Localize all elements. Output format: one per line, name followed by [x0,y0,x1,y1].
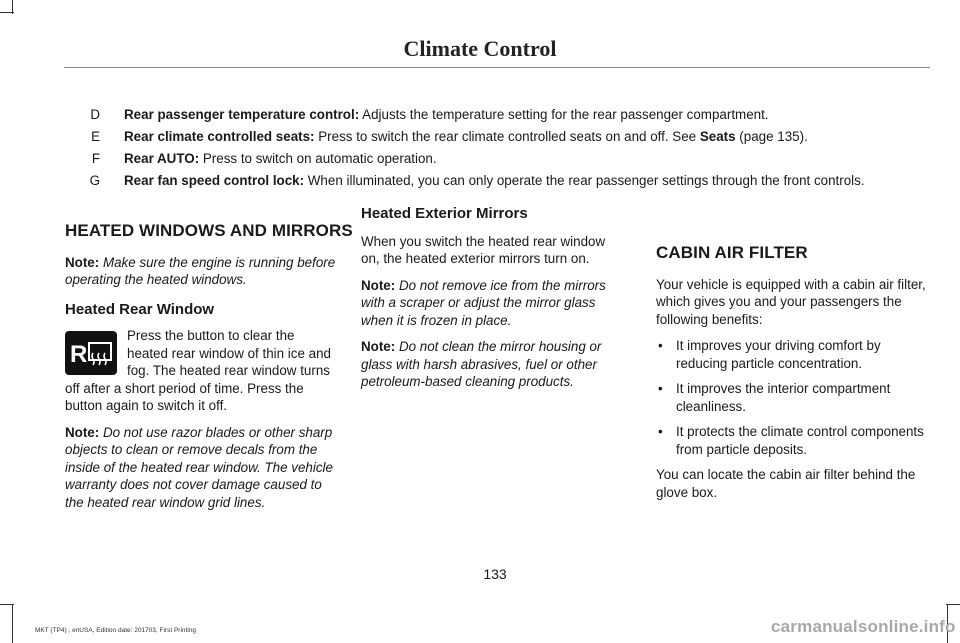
definition-text: Adjusts the temperature setting for the rear passenger compartment. [359,107,769,122]
note-label: Note: [361,339,396,354]
page-title: Climate Control [403,36,557,61]
note-label: Note: [65,424,100,440]
definition-term: Rear fan speed control lock: [124,173,305,188]
icon-letter: R [70,341,88,368]
subheading: Heated Rear Window [65,300,215,318]
page-number: 133 [483,566,507,582]
definition-page-ref: (page 135). [735,129,808,144]
subheading: Heated Exterior Mirrors [361,205,528,222]
note [65,254,340,289]
definition-term: Rear passenger temperature control: [124,107,360,122]
bullet-glyph: • [658,381,663,396]
seats-link[interactable]: Seats [699,129,736,144]
rear-defrost-icon [65,331,117,375]
paragraph: Your vehicle is equipped with a cabin air filter, which gives you and your passengers the following benefits: [656,276,926,327]
definition-item [124,106,769,123]
definition-letter: D [90,107,100,122]
paragraph-line: heated rear window of thin ice and [127,345,331,361]
section-heading: CABIN AIR FILTER [656,243,808,262]
note-text: Make sure the engine is running before operating the heated windows. [65,254,336,287]
paragraph: When you switch the heated rear window on, the heated exterior mirrors turn on. [361,233,606,266]
paragraph: You can locate the cabin air filter behind the glove box. [656,467,916,500]
definition-letter: G [89,173,100,188]
list-item [656,423,930,458]
footer-edition: MKT (TP4) , enUSA, Edition date: 201703, First Printing [35,627,197,634]
watermark: carmanualsonline.info [771,617,956,636]
note-text: Do not remove ice from the mirrors with a scraper or adjust the mirror glass when it is frozen in place. [361,277,606,328]
list-item-text: It improves your driving comfort by reducing particle concentration. [676,338,881,371]
definition-term: Rear AUTO: [124,151,200,166]
bullet-glyph: • [658,424,663,439]
icon-side-text [127,327,340,380]
definition-item [124,172,865,189]
definition-letter: E [91,129,100,144]
column-heated-windows [65,221,353,520]
column-heated-mirrors [361,205,623,400]
note [65,424,340,512]
crop-mark [0,12,14,13]
list-item [656,337,930,372]
list-item-text: It protects the climate control components from particle deposits. [676,424,924,457]
column-cabin-filter [656,244,930,510]
note-label: Note: [65,254,100,270]
definition-text: Press to switch the rear climate controlled seats on and off. See [314,129,700,144]
definition-text: Press to switch on automatic operation. [199,151,437,166]
note-text: Do not use razor blades or other sharp objects to clean or remove decals from the inside of the heated rear window. The vehicle warranty does not cover damage caused to the heated rear window grid lines. [65,424,333,510]
bullet-glyph: • [658,338,663,353]
definition-letter: F [91,151,100,166]
definition-item [124,150,437,167]
note-label: Note: [361,277,396,293]
note [361,277,623,330]
list-item-text: It improves the interior compartment cleanliness. [676,381,891,414]
definition-item [124,128,808,145]
icon-paragraph [65,327,340,380]
definition-term: Rear climate controlled seats: [124,129,315,144]
note-text: Do not clean the mirror housing or glass with harsh abrasives, fuel or other petroleum-based cleaning products. [361,339,602,389]
paragraph: off after a short period of time. Press the button again to switch it off. [65,380,304,413]
crop-mark [946,604,960,605]
note [361,338,623,391]
list-item [656,380,930,415]
definition-text: When illuminated, you can only operate the rear passenger settings through the front controls. [304,173,865,188]
paragraph-line: Press the button to clear the [127,328,295,343]
crop-mark [12,605,13,643]
header-divider [64,67,930,68]
paragraph-line: fog. The heated rear window turns [127,363,330,378]
section-heading: HEATED WINDOWS AND MIRRORS [65,221,353,240]
crop-mark [0,604,14,605]
